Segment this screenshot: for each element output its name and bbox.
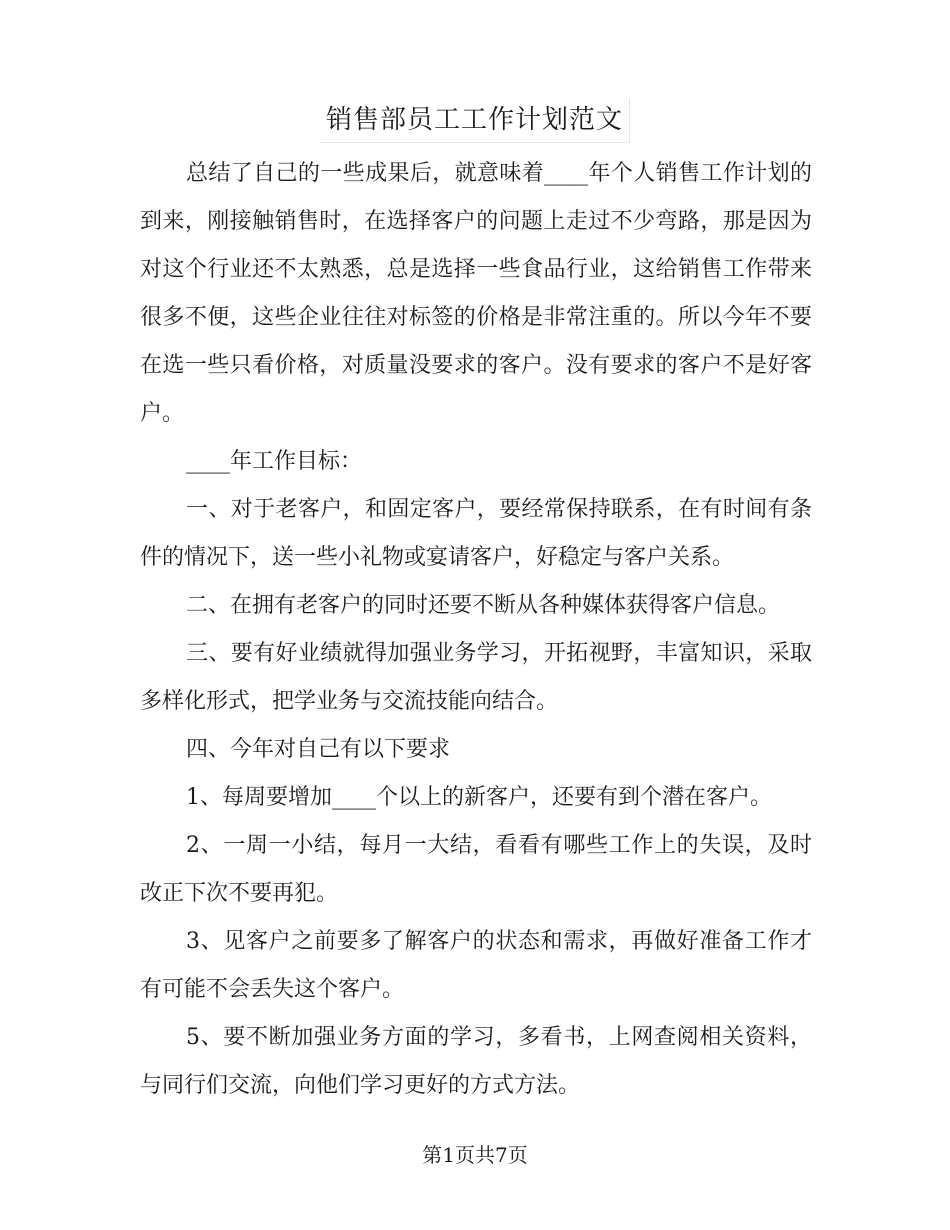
paragraph-requirement-1: 1、每周要增加____个以上的新客户，还要有到个潜在客户。 bbox=[186, 785, 772, 810]
paragraph-requirement-5: 5、要不断加强业务方面的学习，多看书，上网查阅相关资料，与同行们交流，向他们学习更好的方式方法。 bbox=[140, 1025, 812, 1098]
document-title-block bbox=[0, 98, 950, 143]
paragraph-goal-1: 一、对于老客户，和固定客户，要经常保持联系，在有时间有条件的情况下，送一些小礼物或宴请客户，好稳定与客户关系。 bbox=[140, 497, 812, 570]
paragraph-goal-2: 二、在拥有老客户的同时还要不断从各种媒体获得客户信息。 bbox=[186, 593, 781, 618]
paragraph-intro: 总结了自己的一些成果后，就意味着____年个人销售工作计划的到来，刚接触销售时，在选择客户的问题上走过不少弯路，那是因为对这个行业还不太熟悉，总是选择一些食品行业，这给销售工作带来很多不便，这些企业往往对标签的价格是非常注重的。所以今年不要在选一些只看价格，对质量没要求的客户。没有要求的客户不是好客户。 bbox=[140, 161, 812, 426]
document-body bbox=[140, 150, 812, 1110]
paragraph-goal-3: 三、要有好业绩就得加强业务学习，开拓视野，丰富知识，采取多样化形式，把学业务与交流技能向结合。 bbox=[140, 641, 812, 714]
document-title: 销售部员工工作计划范文 bbox=[320, 98, 630, 143]
paragraph-requirement-3: 3、见客户之前要多了解客户的状态和需求，再做好准备工作才有可能不会丢失这个客户。 bbox=[140, 929, 812, 1002]
paragraph-goal-4: 四、今年对自己有以下要求 bbox=[186, 737, 451, 762]
page-footer: 第1页共7页 bbox=[422, 1143, 528, 1167]
paragraph-goals-heading: ____年工作目标： bbox=[186, 449, 363, 474]
paragraph-requirement-2: 2、一周一小结，每月一大结，看看有哪些工作上的失误，及时改正下次不要再犯。 bbox=[140, 833, 812, 906]
